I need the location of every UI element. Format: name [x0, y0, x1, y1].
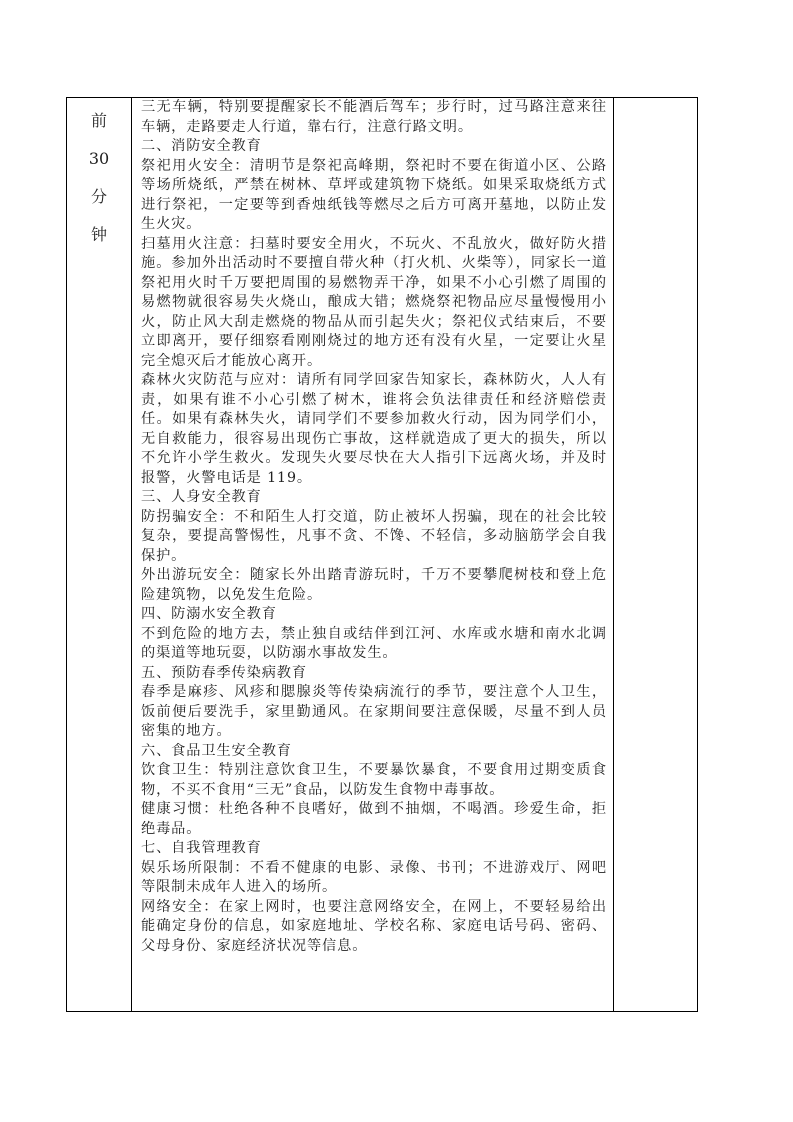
content-column [132, 98, 614, 1011]
paragraph-healthy-habits: 健康习惯：杜绝各种不良嗜好，做到不抽烟，不喝酒。珍爱生命，拒绝毒品。 [141, 801, 607, 837]
paragraph-disease: 春季是麻疹、风疹和腮腺炎等传染病流行的季节，要注意个人卫生，饭前便后要洗手，家里勤通风。在家期间要注意保暖，尽量不到人员密集的地方。 [141, 684, 607, 739]
paragraph-drowning: 不到危险的地方去，禁止独自或结伴到江河、水库或水塘和南水北调的渠道等地玩耍，以防溺水事故发生。 [141, 625, 607, 661]
paragraph-outing-safety: 外出游玩安全：随家长外出踏青游玩时，千万不要攀爬树枝和登上危险建筑物，以免发生危险。 [141, 567, 607, 603]
time-column [67, 98, 132, 1011]
paragraph-traffic-continued: 三无车辆，特别要提醒家长不能酒后驾车；步行时，过马路注意来往车辆，走路要走人行道，靠右行，注意行路文明。 [141, 99, 607, 135]
time-label-char: 钟 [90, 225, 107, 244]
paragraph-sacrifice-fire: 祭祀用火安全：清明节是祭祀高峰期，祭祀时不要在街道小区、公路等场所烧纸，严禁在树林、草坪或建筑物下烧纸。如果采取烧纸方式进行祭祀，一定要等到香烛纸钱等燃尽之后方可离开墓地，以防止发生火灾。 [141, 157, 607, 232]
section-heading-disease: 五、预防春季传染病教育 [141, 664, 307, 681]
time-label-char: 前 [90, 111, 107, 130]
paragraph-tomb-sweeping-fire: 扫墓用火注意：扫墓时要安全用火，不玩火、不乱放火，做好防火措施。参加外出活动时不要擅自带火种（打火机、火柴等），同家长一道祭祀用火时千万要把周围的易燃物弄干净，如果不小心引燃了周围的易燃物就很容易失火烧山，酿成大错；燃烧祭祀物品应尽量慢慢用小火，防止风大刮走燃烧的物品从而引起失火；祭祀仪式结束后，不要立即离开，要仔细察看刚刚烧过的地方还有没有火星，一定要让火星完全熄灭后才能放心离开。 [141, 235, 607, 369]
time-label-char: 分 [90, 187, 107, 206]
paragraph-anti-abduction: 防拐骗安全：不和陌生人打交道，防止被坏人拐骗，现在的社会比较复杂，要提高警惕性，凡事不贪、不馋、不轻信，多动脑筋学会自我保护。 [141, 508, 607, 564]
paragraph-internet-safety: 网络安全：在家上网时，也要注意网络安全，在网上，不要轻易给出能确定身份的信息，如家庭地址、学校名称、家庭电话号码、密码、父母身份、家庭经济状况等信息。 [141, 898, 607, 954]
paragraph-entertainment: 娱乐场所限制：不看不健康的电影、录像、书刊；不进游戏厅、网吧等限制未成年人进入的场所。 [141, 859, 607, 895]
paragraph-forest-fire: 森林火灾防范与应对：请所有同学回家告知家长，森林防火，人人有责，如果有谁不小心引燃了树木，谁将会负法律责任和经济赔偿责任。如果有森林失火，请同学们不要参加救火行动，因为同学们小，无自救能力，很容易出现伤亡事故，这样就造成了更大的损失，所以不允许小学生救火。发现失火要尽快在大人指引下远离火场，并及时报警，火警电话是 119。 [141, 372, 607, 486]
paragraph-food-hygiene: 饮食卫生：特别注意饮食卫生，不要暴饮暴食，不要食用过期变质食物，不买不食用“三无”食品，以防发生食物中毒事故。 [141, 762, 607, 798]
time-label-number: 30 [88, 149, 110, 168]
lesson-plan-table [66, 97, 698, 1012]
section-heading-fire: 二、消防安全教育 [141, 138, 262, 154]
section-heading-food: 六、食品卫生安全教育 [141, 742, 292, 759]
section-heading-drowning: 四、防溺水安全教育 [141, 606, 277, 622]
section-heading-self-management: 七、自我管理教育 [141, 840, 262, 856]
section-heading-personal-safety: 三、人身安全教育 [141, 489, 262, 505]
note-column [614, 98, 697, 1011]
